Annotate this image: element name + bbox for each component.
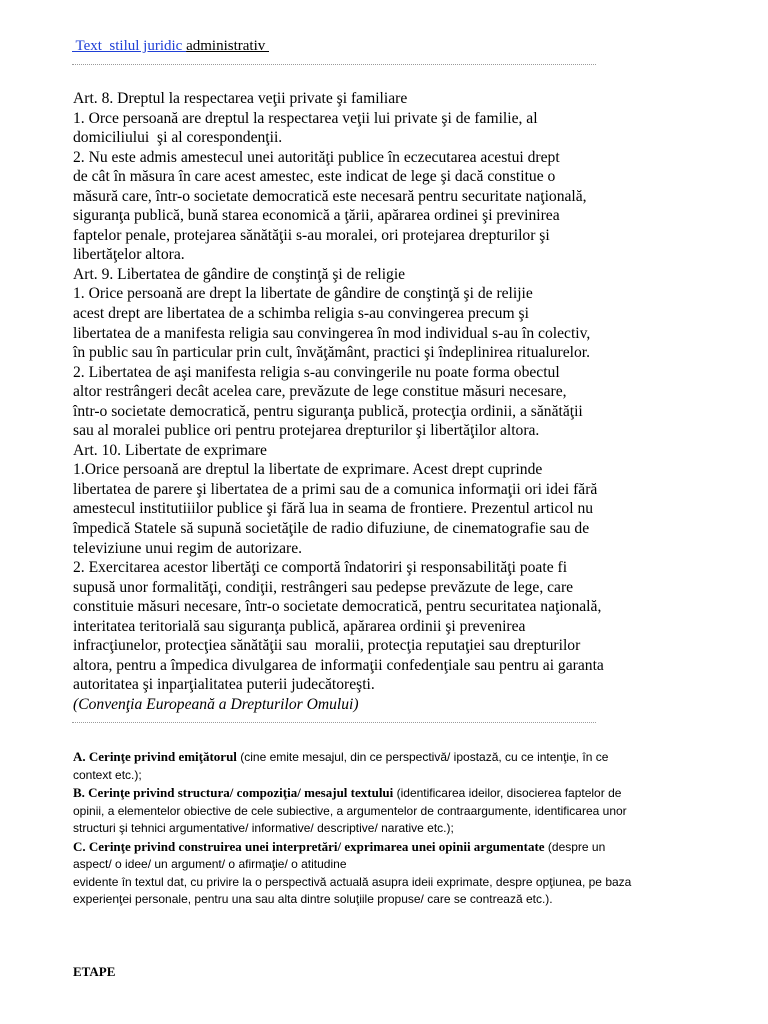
- legal-text-block: [73, 89, 713, 715]
- legal-line: libertatea de parere şi libertatea de a primi sau de a comunica informaţii ori idei fără: [73, 480, 598, 498]
- legal-line: domiciliului şi al corespondenţii.: [73, 129, 283, 147]
- legal-line: 1. Orice persoană are drept la libertate de gândire de conştinţă şi de relijie: [73, 285, 533, 303]
- legal-line: altora, pentru a împedica divulgarea de informaţii confedenţiale sau pentru ai garanta: [73, 656, 604, 674]
- legal-line: într-o societate democratică, pentru siguranţa publică, protecţia ordinii, a sănătăţii: [73, 402, 583, 420]
- requirement-a: [73, 748, 733, 767]
- requirement-c-text: (despre un: [544, 839, 606, 854]
- requirement-a-continued: context etc.);: [73, 767, 142, 782]
- legal-line: 1.Orice persoană are dreptul la libertate de exprimare. Acest drept cuprinde: [73, 461, 543, 479]
- requirement-b-continued: structuri şi tehnici argumentative/ informative/ descriptive/ narative etc.);: [73, 821, 454, 835]
- legal-line: supusă unor formalităţi, condiţii, restrângeri sau pedepse prevăzute de lege, care: [73, 578, 574, 596]
- requirement-a-label: A. Cerinţe privind emiţătorul: [73, 749, 237, 764]
- legal-line: măsură care, într-o societate democratică este necesară pentru securitate naţională,: [73, 187, 587, 205]
- title-link[interactable]: Text stilul juridic: [72, 38, 187, 54]
- legal-line: acest drept are libertatea de a schimba religia s-au convingerea precum şi: [73, 305, 529, 323]
- legal-line: 1. Orce persoană are dreptul la respectarea veţii lui private şi de familie, al: [73, 109, 538, 127]
- legal-line: Art. 8. Dreptul la respectarea veţii private şi familiare: [73, 90, 408, 107]
- legal-line: libertatea de a manifesta religia sau convingerea în mod individual s-au în colectiv,: [73, 324, 591, 342]
- legal-line: autoritatea şi inparţialitatea puterii judecătoreşti.: [73, 676, 375, 694]
- legal-line: siguranţa publică, bună starea economică a ţării, apărarea ordinei şi previnirea: [73, 207, 560, 225]
- legal-line: în public sau în particular prin cult, învăţământ, practici şi îndeplinirea ritualurelor.: [73, 344, 591, 362]
- requirement-c-label: C. Cerinţe privind construirea unei interpretări/ exprimarea unei opinii argumentate: [73, 838, 545, 854]
- requirement-b-label: B. Cerinţe privind structura/ compoziţia/ mesajul textului: [73, 785, 394, 800]
- requirement-b: [73, 784, 733, 803]
- requirement-c-continued: evidente în textul dat, cu privire la o perspectivă actuală asupra ideii exprimate, despre opţiunea, pe baza: [73, 874, 632, 889]
- requirement-c-continued: experienţei personale, pentru una sau alta dintre soluţiile propuse/ care se contrează etc.).: [73, 892, 553, 906]
- legal-line: interitatea teritorială sau siguranţa publică, apărarea ordinii şi prevenirea: [73, 617, 526, 635]
- title-text: administrativ: [186, 38, 269, 54]
- dotted-separator-bottom: [72, 722, 596, 723]
- dotted-separator-top: [72, 64, 596, 65]
- requirement-b-continued: opinii, a elementelor obiective de cele subiective, a argumentelor de contraargumente, identificarea unor: [73, 803, 627, 818]
- requirement-c-continued: aspect/ o idee/ un argument/ o afirmaţie/ o atitudine: [73, 857, 347, 871]
- source-citation: (Convenţia Europeană a Drepturilor Omului): [73, 695, 359, 713]
- legal-line: Art. 10. Libertate de exprimare: [73, 441, 267, 459]
- legal-line: televiziune unui regim de autorizare.: [73, 539, 303, 557]
- legal-line: altor restrângeri decât acelea care, prevăzute de lege constitue măsuri necesare,: [73, 383, 567, 401]
- legal-line: amestecul institutiiilor publice şi fără lua in seama de frontiere. Prezentul articol nu: [73, 500, 594, 518]
- legal-line: sau al moralei publice ori pentru protejarea drepturilor şi libertăţilor altora.: [73, 422, 540, 440]
- legal-line: infracţiunelor, protecţiea sănătăţii sau moralii, protecţia reputaţiei sau drepturilor: [73, 637, 581, 655]
- document-title: [72, 38, 269, 55]
- legal-line: de cât în măsura în care acest amestec, este indicat de lege şi dacă constitue o: [73, 168, 556, 186]
- requirement-c: [73, 838, 733, 857]
- legal-line: libertăţelor altora.: [73, 246, 185, 264]
- requirement-b-text: (identificarea ideilor, disocierea faptelor de: [393, 786, 622, 800]
- etape-heading: ETAPE: [73, 964, 116, 979]
- legal-line: 2. Exercitarea acestor libertăţi ce comportă îndatoriri şi responsabilităţi poate fi: [73, 559, 568, 577]
- requirement-a-text: (cine emite mesajul, din ce perspectivă/ ipostază, cu ce intenţie, în ce: [236, 750, 609, 764]
- legal-line: constituie măsuri necesare, într-o societate democratică, pentru securitatea naţională,: [73, 598, 602, 616]
- legal-line: 2. Nu este admis amestecul unei autorităţi publice în eczecutarea acestui drept: [73, 148, 560, 166]
- requirements-block: [73, 748, 733, 909]
- legal-line: faptelor penale, protejarea sănătăţii s-au moralei, ori protejarea drepturilor şi: [73, 226, 550, 244]
- legal-line: împedică Statele să supună societăţile de radio difuziune, de cinematografie sau de: [73, 520, 590, 538]
- legal-line: Art. 9. Libertatea de gândire de conştinţă şi de religie: [73, 265, 406, 283]
- legal-line: 2. Libertatea de aşi manifesta religia s-au convingerile nu poate forma obectul: [73, 363, 560, 381]
